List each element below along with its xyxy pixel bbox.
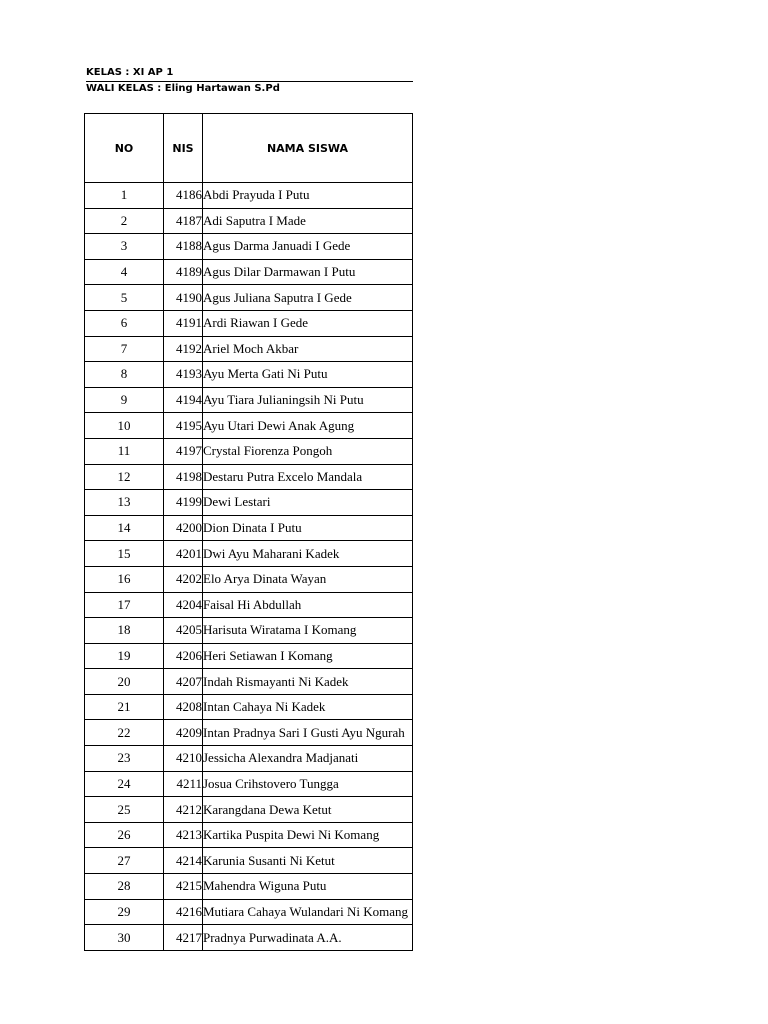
table-row [85,362,413,388]
row-number-cell: 5 [85,285,164,311]
row-number-cell: 18 [85,618,164,644]
row-number-cell: 17 [85,592,164,618]
table-row [85,899,413,925]
nis-cell: 4204 [164,592,203,618]
student-name-cell: Mahendra Wiguna Putu [203,874,413,900]
class-label: KELAS : XI AP 1 [86,67,413,82]
table-row [85,925,413,951]
nis-cell: 4207 [164,669,203,695]
row-number-cell: 21 [85,694,164,720]
nis-cell: 4200 [164,515,203,541]
row-number-cell: 23 [85,746,164,772]
row-number-cell: 6 [85,310,164,336]
table-row [85,848,413,874]
nis-cell: 4193 [164,362,203,388]
nis-cell: 4209 [164,720,203,746]
row-number-cell: 4 [85,259,164,285]
table-row [85,208,413,234]
nis-cell: 4215 [164,874,203,900]
table-row [85,464,413,490]
student-name-cell: Ayu Tiara Julianingsih Ni Putu [203,387,413,413]
table-row [85,413,413,439]
nis-cell: 4197 [164,438,203,464]
table-row [85,490,413,516]
student-name-cell: Intan Pradnya Sari I Gusti Ayu Ngurah [203,720,413,746]
student-name-cell: Josua Crihstovero Tungga [203,771,413,797]
row-number-cell: 3 [85,234,164,260]
row-number-cell: 29 [85,899,164,925]
nis-cell: 4195 [164,413,203,439]
row-number-cell: 16 [85,566,164,592]
row-number-cell: 26 [85,822,164,848]
nis-cell: 4202 [164,566,203,592]
table-row [85,669,413,695]
table-row [85,694,413,720]
row-number-cell: 19 [85,643,164,669]
nis-cell: 4199 [164,490,203,516]
student-name-cell: Ayu Merta Gati Ni Putu [203,362,413,388]
student-name-cell: Intan Cahaya Ni Kadek [203,694,413,720]
table-row [85,387,413,413]
nis-cell: 4191 [164,310,203,336]
row-number-cell: 10 [85,413,164,439]
row-number-cell: 25 [85,797,164,823]
table-row [85,720,413,746]
student-name-cell: Mutiara Cahaya Wulandari Ni Komang [203,899,413,925]
table-row [85,643,413,669]
table-row [85,797,413,823]
student-name-cell: Karangdana Dewa Ketut [203,797,413,823]
row-number-cell: 7 [85,336,164,362]
row-number-cell: 15 [85,541,164,567]
row-number-cell: 14 [85,515,164,541]
column-header-nis: NIS [164,114,203,183]
nis-cell: 4208 [164,694,203,720]
table-body [85,183,413,951]
student-name-cell: Crystal Fiorenza Pongoh [203,438,413,464]
nis-cell: 4186 [164,183,203,209]
nis-cell: 4194 [164,387,203,413]
nis-cell: 4210 [164,746,203,772]
nis-cell: 4205 [164,618,203,644]
nis-cell: 4189 [164,259,203,285]
table-row [85,515,413,541]
student-name-cell: Indah Rismayanti Ni Kadek [203,669,413,695]
table-row [85,822,413,848]
column-header-nama: NAMA SISWA [203,114,413,183]
student-name-cell: Kartika Puspita Dewi Ni Komang [203,822,413,848]
homeroom-teacher-label: WALI KELAS : Eling Hartawan S.Pd [86,83,280,94]
student-name-cell: Adi Saputra I Made [203,208,413,234]
row-number-cell: 24 [85,771,164,797]
row-number-cell: 1 [85,183,164,209]
row-number-cell: 30 [85,925,164,951]
row-number-cell: 28 [85,874,164,900]
nis-cell: 4190 [164,285,203,311]
nis-cell: 4217 [164,925,203,951]
nis-cell: 4206 [164,643,203,669]
student-name-cell: Destaru Putra Excelo Mandala [203,464,413,490]
student-name-cell: Harisuta Wiratama I Komang [203,618,413,644]
nis-cell: 4212 [164,797,203,823]
row-number-cell: 13 [85,490,164,516]
table-row [85,541,413,567]
student-name-cell: Abdi Prayuda I Putu [203,183,413,209]
table-row [85,310,413,336]
row-number-cell: 11 [85,438,164,464]
row-number-cell: 8 [85,362,164,388]
student-name-cell: Dwi Ayu Maharani Kadek [203,541,413,567]
table-row [85,592,413,618]
table-row [85,874,413,900]
student-name-cell: Karunia Susanti Ni Ketut [203,848,413,874]
student-name-cell: Dewi Lestari [203,490,413,516]
table-row [85,566,413,592]
table-row [85,336,413,362]
table-row [85,259,413,285]
student-name-cell: Ayu Utari Dewi Anak Agung [203,413,413,439]
nis-cell: 4198 [164,464,203,490]
student-name-cell: Jessicha Alexandra Madjanati [203,746,413,772]
row-number-cell: 27 [85,848,164,874]
table-row [85,234,413,260]
nis-cell: 4188 [164,234,203,260]
student-name-cell: Agus Darma Januadi I Gede [203,234,413,260]
table-row [85,746,413,772]
student-name-cell: Elo Arya Dinata Wayan [203,566,413,592]
column-header-no: NO [85,114,164,183]
table-row [85,438,413,464]
student-name-cell: Heri Setiawan I Komang [203,643,413,669]
row-number-cell: 2 [85,208,164,234]
row-number-cell: 20 [85,669,164,695]
student-name-cell: Agus Juliana Saputra I Gede [203,285,413,311]
nis-cell: 4187 [164,208,203,234]
row-number-cell: 9 [85,387,164,413]
row-number-cell: 22 [85,720,164,746]
table-row [85,285,413,311]
table-row [85,183,413,209]
student-name-cell: Agus Dilar Darmawan I Putu [203,259,413,285]
table-row [85,771,413,797]
student-name-cell: Ardi Riawan I Gede [203,310,413,336]
nis-cell: 4214 [164,848,203,874]
student-name-cell: Pradnya Purwadinata A.A. [203,925,413,951]
row-number-cell: 12 [85,464,164,490]
table-header [85,114,413,183]
table-row [85,618,413,644]
nis-cell: 4201 [164,541,203,567]
student-roster-table [84,113,413,951]
nis-cell: 4211 [164,771,203,797]
student-name-cell: Dion Dinata I Putu [203,515,413,541]
nis-cell: 4213 [164,822,203,848]
student-name-cell: Faisal Hi Abdullah [203,592,413,618]
nis-cell: 4216 [164,899,203,925]
nis-cell: 4192 [164,336,203,362]
student-name-cell: Ariel Moch Akbar [203,336,413,362]
